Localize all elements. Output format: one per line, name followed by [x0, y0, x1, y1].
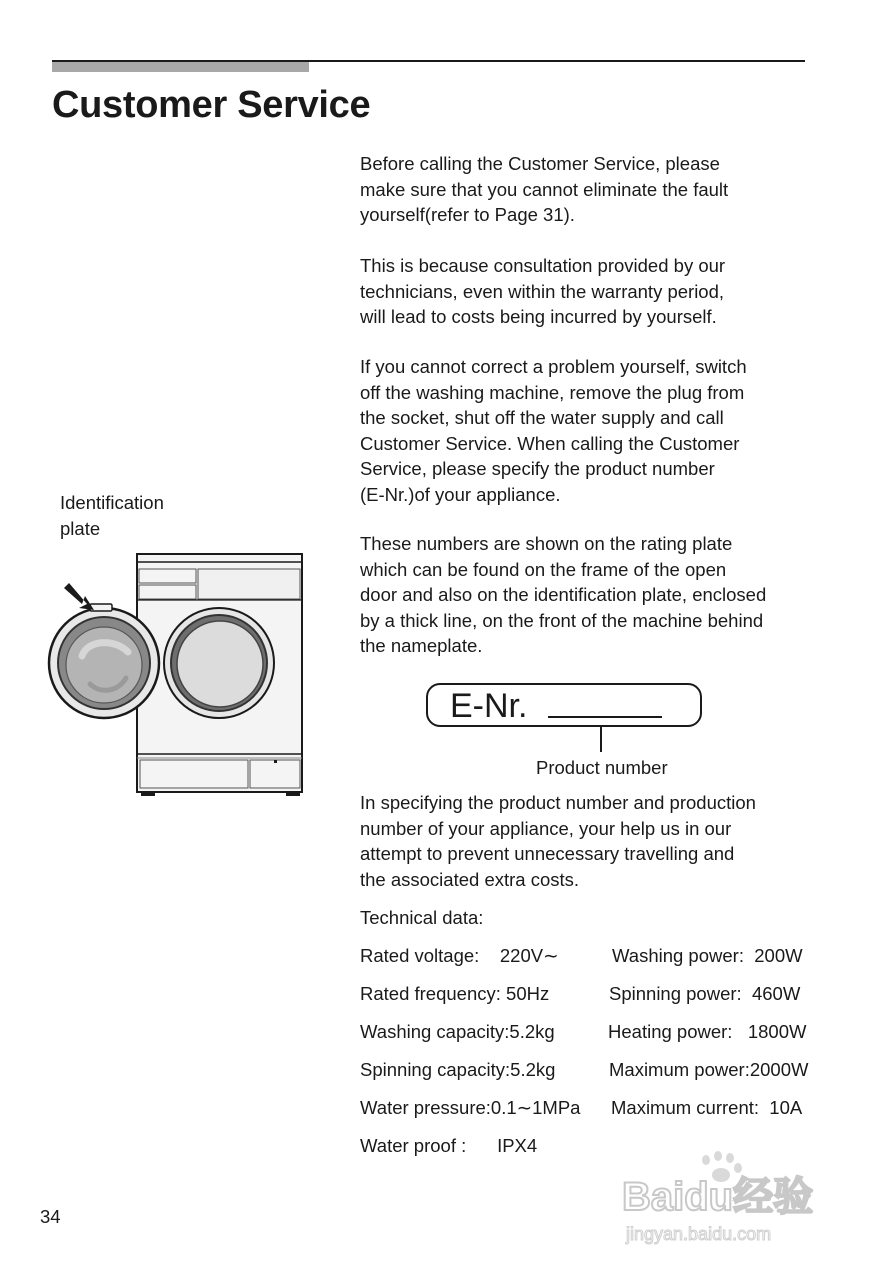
page-number: 34: [40, 1206, 61, 1227]
enr-box: [426, 683, 702, 727]
tech-row: [360, 1021, 840, 1045]
tech-row-left: Water pressure:0.1∼1MPa: [360, 1097, 581, 1118]
identification-plate: [90, 604, 112, 611]
baidu-watermark: [618, 1148, 838, 1248]
tech-row-right: Maximum current: 10A: [611, 1097, 803, 1118]
tech-row: [360, 1059, 840, 1083]
paragraph-before-calling: Before calling the Customer Service, please make sure that you cannot eliminate the fault yourself(refer to Page 31).: [360, 153, 729, 225]
control-panel: [198, 569, 300, 599]
tech-row: [360, 983, 840, 1007]
tech-row-right: Spinning power: 460W: [609, 983, 801, 1004]
paragraph-specifying: In specifying the product number and production number of your appliance, your help us in our attempt to prevent unnecessary travelling and the associated extra costs.: [360, 792, 756, 890]
pointer-arrow-icon: [64, 583, 94, 610]
enr-label: E-Nr.: [450, 687, 528, 725]
tech-row-left: Spinning capacity:5.2kg: [360, 1059, 556, 1080]
tech-row-right: Heating power: 1800W: [608, 1021, 807, 1042]
product-number-caption: Product number: [536, 757, 668, 778]
tech-row-right: Washing power: 200W: [612, 945, 803, 966]
washing-machine-illustration: [42, 548, 312, 800]
paragraph-costs: This is because consultation provided by our technicians, even within the warranty period, will lead to costs being incurred by yourself.: [360, 255, 726, 327]
watermark-logo-text: Baidu经验: [622, 1175, 814, 1219]
detergent-drawer: [139, 569, 196, 583]
enr-blank-line: [548, 716, 662, 718]
watermark-url: jingyan.baidu.com: [626, 1224, 772, 1244]
enr-pointer-line: [600, 727, 602, 752]
service-flap: [140, 760, 248, 788]
technical-data-title: Technical data:: [360, 907, 484, 928]
tech-row: [360, 945, 840, 969]
tech-row-right: Maximum power:2000W: [609, 1059, 809, 1080]
paragraph-rating-plate: These numbers are shown on the rating plate which can be found on the frame of the open door and also on the identification plate, enclosed by a thick line, on the front of the machine behind the nameplate.: [360, 533, 767, 656]
tech-row-left: Washing capacity:5.2kg: [360, 1021, 555, 1042]
header-accent-bar: [52, 62, 309, 72]
page-title: Customer Service: [52, 84, 371, 126]
tech-row: [360, 1097, 840, 1121]
tech-row-left: Rated frequency: 50Hz: [360, 983, 550, 1004]
tech-row-left: Water proof : IPX4: [360, 1135, 538, 1156]
identification-plate-label: Identification plate: [60, 492, 164, 539]
paragraph-switch-off: If you cannot correct a problem yourself, switch off the washing machine, remove the plug from the socket, shut off the water supply and call Customer Service. When calling the Customer Service, please specify the product number (E-Nr.)of your appliance.: [360, 356, 747, 505]
tech-row-left: Rated voltage: 220V∼: [360, 945, 559, 966]
